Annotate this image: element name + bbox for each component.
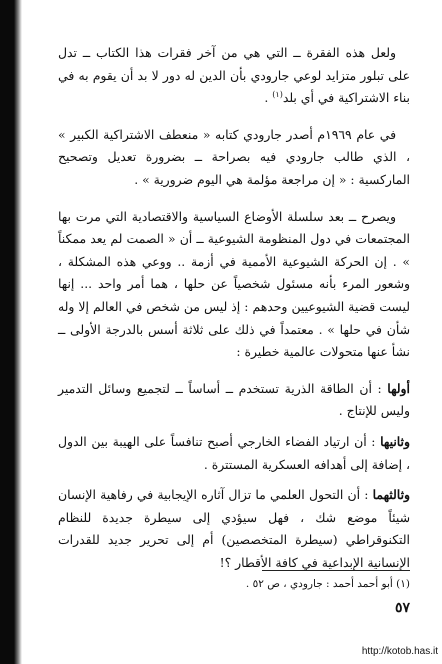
page-number: ٥٧ (394, 600, 410, 616)
scan-left-border (0, 0, 22, 664)
point-second-text: : أن ارتياد الفضاء الخارجي أصبح تنافساً على الهيبة بين الدول ، إضافة إلى أهدافه العسكرية المستترة . (58, 433, 410, 472)
point-third (58, 484, 410, 574)
point-second (58, 431, 410, 476)
footnote-marker: (١) (272, 90, 283, 100)
page-body (58, 42, 410, 574)
paragraph-1-text: ولعل هذه الفقرة ــ التي هي من آخر فقرات هذا الكتاب ــ تدل على تبلور متزايد لوعي جارودي بأن الدين له دور لا بد أن يقوم به في بناء الاشتراكية في أي بلد (58, 45, 410, 106)
point-first-text: : أن الطاقة الذرية تستخدم ــ أساساً ــ لتجميع وسائل التدمير وليس للإنتاج . (58, 380, 410, 419)
paragraph-1 (58, 42, 410, 110)
footnote-divider (262, 570, 410, 571)
point-second-label: وثانيها (380, 433, 410, 449)
point-third-label: وثالثهما (372, 487, 410, 503)
watermark-url: http://kotob.has.it (361, 646, 438, 657)
footnote: (١) أبو أحمد أحمد : جارودي ، ص ٥٢ . (245, 578, 410, 590)
point-first-label: أولها (387, 380, 410, 396)
paragraph-3: ويصرح ــ بعد سلسلة الأوضاع السياسية والاقتصادية التي مرت بها المجتمعات في دول المنظومة الشيوعية ــ أن « الصمت لم يعد ممكناً » . إن الحركة الشيوعية الأممية في أزمة .. ووعي هذه المشكلة ، وشعور المرء بأنه مسئول شخصياً عن حلها ، هما أمر واحد ... إنها ليست قضية الشيوعيين وحدهم : إذ ليس من شخص في العالم إلا وله شأن في حلها » . معتمداً في ذلك على ثلاثة أسس بالدرجة الأولى ــ نشأ عنها متحولات عالمية خطيرة : (58, 208, 410, 360)
paragraph-1-tail: . (264, 90, 273, 106)
point-third-text: : أن التحول العلمي ما تزال آثاره الإيجابية في رفاهية الإنسان شيئاً موضع شك ، فهل سيؤدي إلى سيطرة جديدة للنظام التكنوقراطي (سيطرة المتخصصين) أم إلى تحرير جديد للقدرات الإنسانية الإبداعية في كافة الأقطار ؟! (58, 487, 410, 570)
point-first (58, 378, 410, 423)
paragraph-2: في عام ١٩٦٩م أصدر جارودي كتابه « منعطف الاشتراكية الكبير » ، الذي طالب جارودي فيه بصراحة ــ بضرورة تعديل وتصحيح الماركسية : « إن مراجعة مؤلمة هي اليوم ضرورية » . (58, 126, 410, 187)
